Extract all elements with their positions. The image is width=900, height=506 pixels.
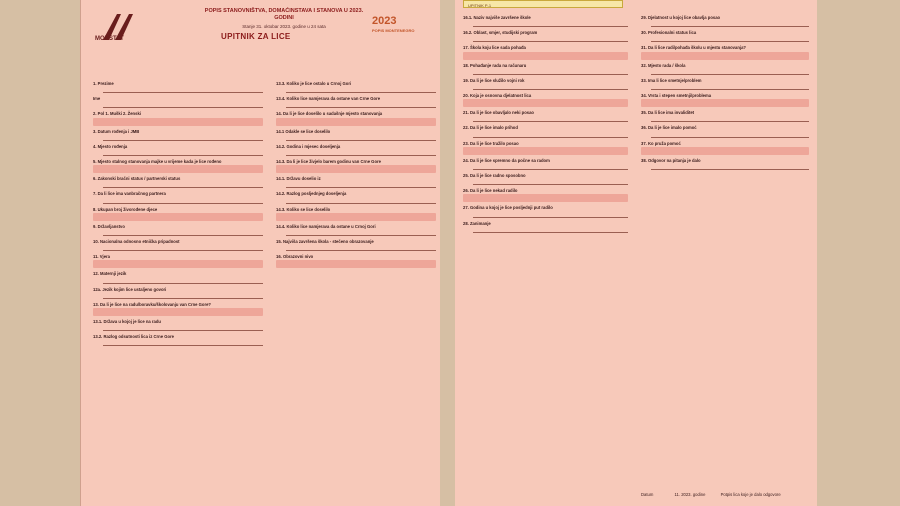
col1-question: 3. Datum rođenja i JMB bbox=[93, 128, 140, 134]
col1-question: 7. Da li lice ima vanbračnog partnera bbox=[93, 191, 166, 197]
code-pill: UPITNIK P-1 bbox=[463, 0, 623, 8]
col2-answer-field[interactable] bbox=[286, 230, 436, 236]
col2-answer-field[interactable] bbox=[276, 213, 436, 221]
col1-question: 13. Da li je lice na radu/boravku/školovanju van Crne Gore? bbox=[93, 301, 211, 307]
col2-question: 13.4. Koliko lice namjerava da ostane van Crne Gore bbox=[276, 96, 381, 102]
col1-answer-field[interactable] bbox=[103, 102, 263, 108]
col3-answer-field[interactable] bbox=[473, 132, 628, 138]
col3-question: 28. Zanimanje bbox=[463, 220, 491, 226]
col3-answer-field[interactable] bbox=[473, 116, 628, 122]
col1-question: 2. Pol 1. Muški 2. Ženski bbox=[93, 111, 141, 117]
col4-answer-field[interactable] bbox=[641, 147, 809, 155]
col3-answer-field[interactable] bbox=[473, 21, 628, 27]
col2-question: 14.2. Godina i mjesec doseljenja bbox=[276, 143, 341, 149]
col3-answer-field[interactable] bbox=[473, 164, 628, 170]
col3-answer-field[interactable] bbox=[463, 99, 628, 107]
census-title: POPIS STANOVNIŠTVA, DOMAĆINSTAVA I STANOVA U 2023. GODINI bbox=[204, 8, 364, 21]
col4-answer-field[interactable] bbox=[651, 84, 809, 90]
col1-answer-field[interactable] bbox=[103, 182, 263, 188]
col1-answer-field[interactable] bbox=[103, 150, 263, 156]
col1-question: 8. Ukupan broj živorođene djece bbox=[93, 206, 158, 212]
col4-question: 32. Mjesto rada / škola bbox=[641, 62, 686, 68]
col1-answer-field[interactable] bbox=[103, 245, 263, 251]
col1-question: 12a. Jezik kojim lice ustaljeno govori bbox=[93, 286, 167, 292]
col3-answer-field[interactable] bbox=[473, 84, 628, 90]
col4-question: 37. Ko pruža pomoć bbox=[641, 140, 681, 146]
col1-answer-field[interactable] bbox=[93, 165, 263, 173]
col2-answer-field[interactable] bbox=[286, 198, 436, 204]
col4-answer-field[interactable] bbox=[651, 69, 809, 75]
col1-answer-field[interactable] bbox=[103, 325, 263, 331]
date-label: Datum bbox=[641, 492, 654, 497]
col3-question: 23. Da li je lice tražilo posao bbox=[463, 140, 519, 146]
col1-question: 9. Državljanstvo bbox=[93, 223, 125, 229]
col1-answer-field[interactable] bbox=[93, 213, 263, 221]
col3-question: 16.2. Oblast, smjer, studijski program bbox=[463, 30, 538, 36]
col2-question: 16. Obrazovni nivo bbox=[276, 254, 314, 260]
col1-question: 10. Nacionalna odnosno etnička pripadnost bbox=[93, 239, 180, 245]
col3-question: 26. Da li je lice nekad radilo bbox=[463, 188, 518, 194]
date-year: 11. 2023. godine bbox=[674, 492, 706, 497]
column-1 bbox=[93, 78, 263, 347]
col1-question: 11. Vjera bbox=[93, 254, 110, 260]
census-badge bbox=[372, 16, 414, 36]
col1-question: 13.1. Država u kojoj je lice na radu bbox=[93, 319, 161, 325]
col1-question: 12. Maternji jezik bbox=[93, 271, 127, 277]
col1-answer-field[interactable] bbox=[103, 135, 263, 141]
col1-answer-field[interactable] bbox=[93, 118, 263, 126]
page-right bbox=[455, 0, 817, 506]
col2-question: 14.4. Koliko lice namjerava da ostane u Crnoj Gori bbox=[276, 223, 376, 229]
column-3 bbox=[463, 12, 628, 234]
col2-question: 14. Da li je lice doselilo u sadašnje mjesto stanovanja bbox=[276, 111, 383, 117]
col1-answer-field[interactable] bbox=[103, 198, 263, 204]
col3-answer-field[interactable] bbox=[473, 179, 628, 185]
col4-question: 33. Ima li lice smetnje/problem bbox=[641, 77, 702, 83]
col2-question: 14.1 Odakle se lice doselilo bbox=[276, 128, 331, 134]
col2-question: 14.3. Da li je lice živjelo barem godinu van Crne Gore bbox=[276, 159, 381, 165]
col3-question: 18. Pohađanje rada na računaru bbox=[463, 62, 527, 68]
badge-year: 2023 bbox=[372, 15, 397, 27]
col1-question: 13.2. Razlog odsutnosti lica iz Crne Gore bbox=[93, 334, 174, 340]
col4-question: 34. Vrsta i stepen smetnji/problema bbox=[641, 93, 712, 99]
col3-question: 19. Da li je lice služilo vojni rok bbox=[463, 77, 525, 83]
census-subtitle: Stanje 31. oktobar 2023. godine u 24 sata bbox=[242, 24, 326, 29]
col3-question: 20. Koja je osnovna djelatnost lica bbox=[463, 93, 532, 99]
col2-answer-field[interactable] bbox=[286, 87, 436, 93]
col4-answer-field[interactable] bbox=[651, 36, 809, 42]
col1-answer-field[interactable] bbox=[93, 260, 263, 268]
col4-question: 36. Da li je lice imalo pomoć bbox=[641, 125, 697, 131]
col3-answer-field[interactable] bbox=[473, 36, 628, 42]
col3-answer-field[interactable] bbox=[463, 52, 628, 60]
column-2 bbox=[276, 78, 436, 269]
column-4 bbox=[641, 12, 809, 171]
col4-question: 38. Odgovor na pitanja je dalo bbox=[641, 157, 701, 163]
col1-answer-field[interactable] bbox=[103, 293, 263, 299]
monstat-logo bbox=[97, 10, 145, 54]
col2-answer-field[interactable] bbox=[286, 182, 436, 188]
col3-question: 17. Škola koju lice sada pohađa bbox=[463, 45, 526, 51]
col4-question: 30. Profesionalni status lica bbox=[641, 30, 697, 36]
col2-question: 14.1. Državu doselio iz bbox=[276, 176, 321, 182]
col3-question: 16.1. Naziv najviše završene škole bbox=[463, 15, 531, 20]
col2-answer-field[interactable] bbox=[286, 102, 436, 108]
col2-question: 14.2. Razlog posljednjeg doseljenja bbox=[276, 191, 347, 197]
col3-answer-field[interactable] bbox=[463, 147, 628, 155]
col3-answer-field[interactable] bbox=[473, 227, 628, 233]
col3-question: 24. Da li je lice spremno da počne sa radom bbox=[463, 157, 550, 163]
col1-question: 1. Prezime bbox=[93, 81, 114, 86]
col4-answer-field[interactable] bbox=[641, 99, 809, 107]
col4-answer-field[interactable] bbox=[651, 164, 809, 170]
col2-question: 15. Najviša završena škola - stečeno obrazovanje bbox=[276, 239, 374, 245]
col2-answer-field[interactable] bbox=[276, 165, 436, 173]
col4-answer-field[interactable] bbox=[651, 116, 809, 122]
monstat-logo-icon bbox=[97, 10, 145, 54]
col1-question: 5. Mjesto stalnog stanovanja majke u vrijeme kada je lice rođeno bbox=[93, 159, 222, 165]
col2-answer-field[interactable] bbox=[276, 118, 436, 126]
org-name: MONSTAT bbox=[95, 36, 124, 42]
badge-text: POPIS MONTENEGRO bbox=[372, 28, 415, 33]
col3-question: 22. Da li je lice imalo prihod bbox=[463, 125, 518, 131]
col1-answer-field[interactable] bbox=[103, 278, 263, 284]
col1-question: 6. Zakonski bračni status / partnerski status bbox=[93, 176, 181, 182]
col3-question: 27. Godina u kojoj je lice posljednji put radilo bbox=[463, 205, 553, 211]
col3-question: 21. Da li je lice obavljalo neki posao bbox=[463, 110, 534, 116]
col1-question: 4. Mjesto rođenja bbox=[93, 143, 128, 149]
col4-answer-field[interactable] bbox=[641, 52, 809, 60]
col3-answer-field[interactable] bbox=[473, 212, 628, 218]
col1-answer-field[interactable] bbox=[103, 340, 263, 346]
signature-label: Potpis lica koje je dalo odgovore bbox=[720, 492, 781, 497]
col2-answer-field[interactable] bbox=[286, 245, 436, 251]
col2-answer-field[interactable] bbox=[276, 260, 436, 268]
col4-question: 31. Da li lice radi/pohađa školu u mjestu stanovanja? bbox=[641, 45, 746, 51]
form-title: UPITNIK ZA LICE bbox=[221, 32, 291, 41]
col1-answer-field[interactable] bbox=[103, 230, 263, 236]
col3-answer-field[interactable] bbox=[473, 69, 628, 75]
col4-question: 35. Da li lice ima invaliditet bbox=[641, 110, 695, 116]
col4-answer-field[interactable] bbox=[651, 21, 809, 27]
page-left bbox=[80, 0, 440, 506]
col2-question: 13.3. Koliko je lice ostalo u Crnoj Gori bbox=[276, 81, 352, 86]
col1-question: Ime bbox=[93, 96, 101, 102]
col1-answer-field[interactable] bbox=[93, 308, 263, 316]
col3-question: 25. Da li je lice radno sposobno bbox=[463, 173, 526, 179]
col2-question: 14.3. Koliko se lice doselilo bbox=[276, 206, 331, 212]
col1-answer-field[interactable] bbox=[103, 87, 263, 93]
col4-question: 29. Djelatnost u kojoj lice obavlja posao bbox=[641, 15, 721, 20]
col4-answer-field[interactable] bbox=[651, 132, 809, 138]
col2-answer-field[interactable] bbox=[286, 150, 436, 156]
col2-answer-field[interactable] bbox=[286, 135, 436, 141]
signature-row bbox=[641, 492, 809, 497]
col3-answer-field[interactable] bbox=[463, 194, 628, 202]
